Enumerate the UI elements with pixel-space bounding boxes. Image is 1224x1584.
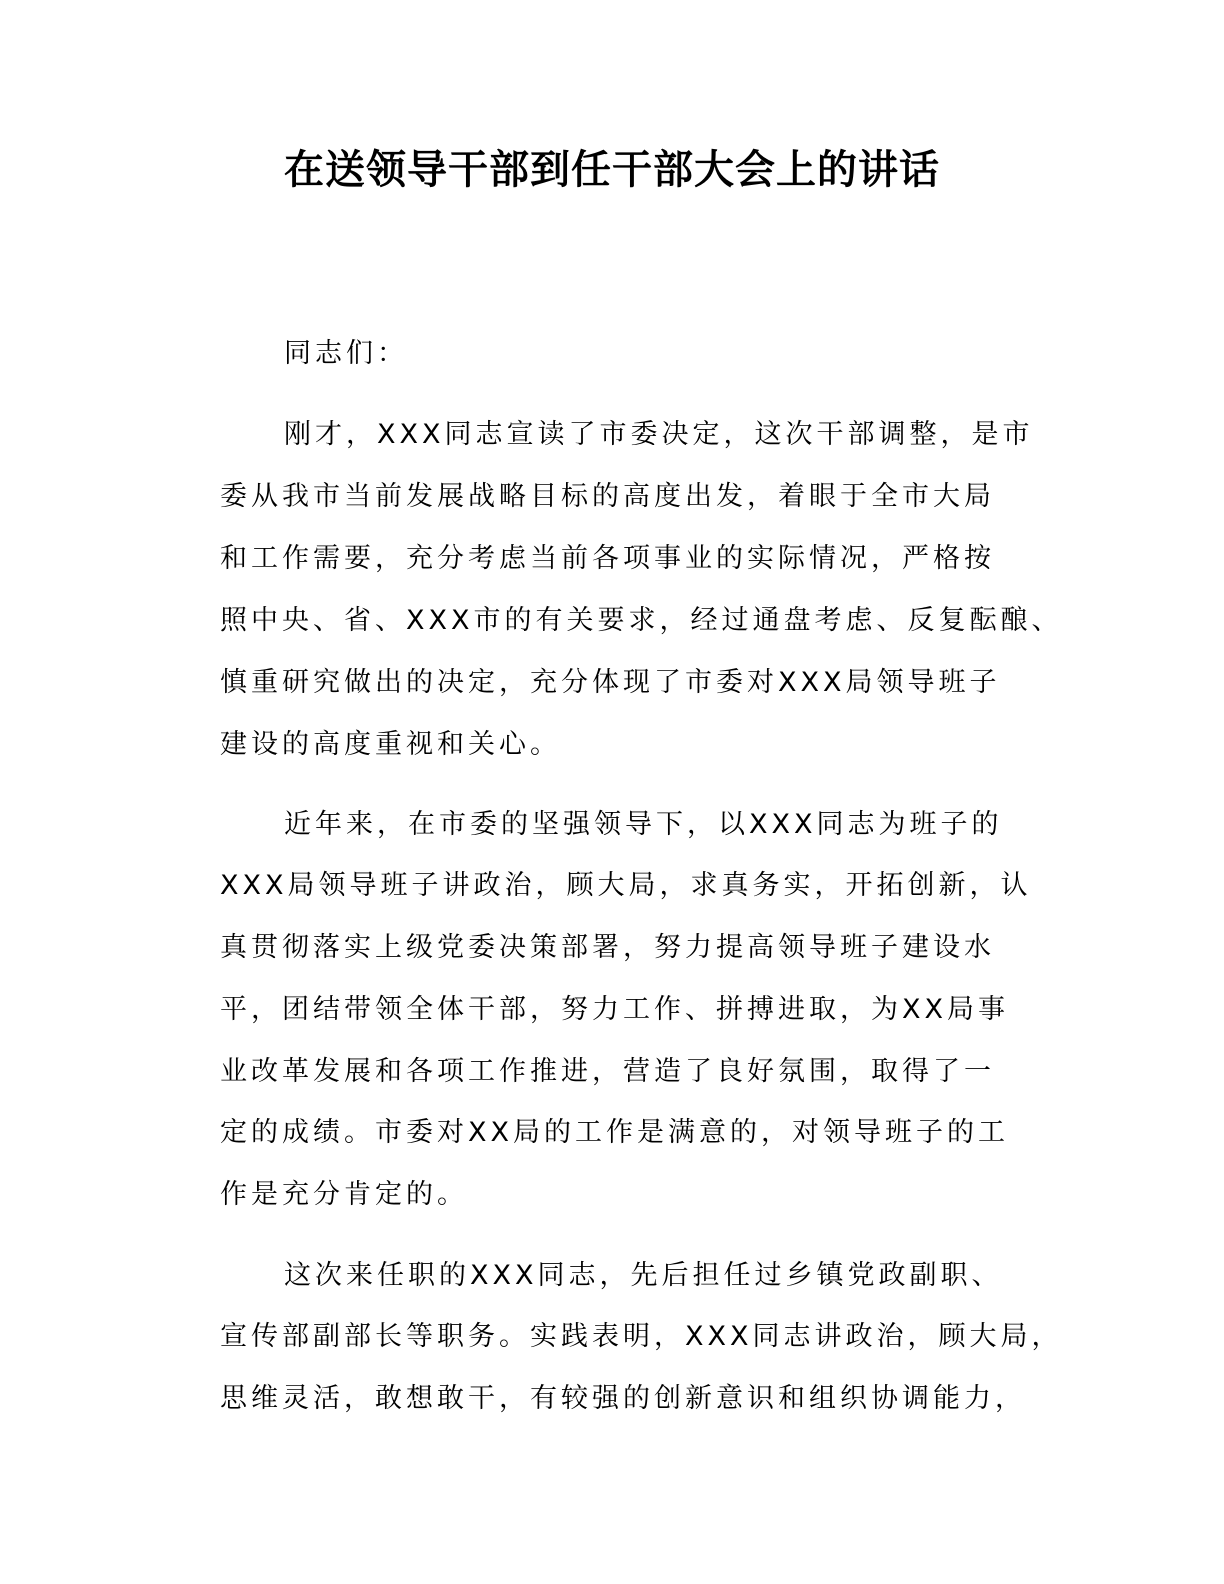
salutation: 同志们： — [284, 338, 408, 369]
paragraph-2-line-7: 作是充分肯定的。 — [220, 1179, 468, 1210]
paragraph-1-line-4: 照中央、省、XXX市的有关要求，经过通盘考虑、反复酝酿、 — [220, 605, 1063, 636]
paragraph-1-line-6: 建设的高度重视和关心。 — [220, 729, 561, 760]
paragraph-1-line-5: 慎重研究做出的决定，充分体现了市委对XXX局领导班子 — [220, 667, 1001, 698]
paragraph-3-line-1: 这次来任职的XXX同志，先后担任过乡镇党政副职、 — [284, 1260, 1003, 1291]
paragraph-1-line-1: 刚才，XXX同志宣读了市委决定，这次干部调整，是市 — [284, 419, 1034, 450]
paragraph-2-line-1: 近年来，在市委的坚强领导下，以XXX同志为班子的 — [284, 809, 1003, 840]
paragraph-1-line-2: 委从我市当前发展战略目标的高度出发，着眼于全市大局 — [220, 481, 995, 512]
paragraph-2-line-2: XXX局领导班子讲政治，顾大局，求真务实，开拓创新，认 — [220, 870, 1032, 901]
paragraph-2-line-5: 业改革发展和各项工作推进，营造了良好氛围，取得了一 — [220, 1056, 995, 1087]
paragraph-2-line-6: 定的成绩。市委对XX局的工作是满意的，对领导班子的工 — [220, 1117, 1009, 1148]
paragraph-2-line-3: 真贯彻落实上级党委决策部署，努力提高领导班子建设水 — [220, 932, 995, 963]
paragraph-3-line-2: 宣传部副部长等职务。实践表明，XXX同志讲政治，顾大局， — [220, 1321, 1063, 1352]
document-title: 在送领导干部到任干部大会上的讲话 — [284, 146, 940, 193]
paragraph-2-line-4: 平，团结带领全体干部，努力工作、拼搏进取，为XX局事 — [220, 994, 1009, 1025]
paragraph-3-line-3: 思维灵活，敢想敢干，有较强的创新意识和组织协调能力， — [220, 1383, 1026, 1414]
paragraph-1-line-3: 和工作需要，充分考虑当前各项事业的实际情况，严格按 — [220, 543, 995, 574]
